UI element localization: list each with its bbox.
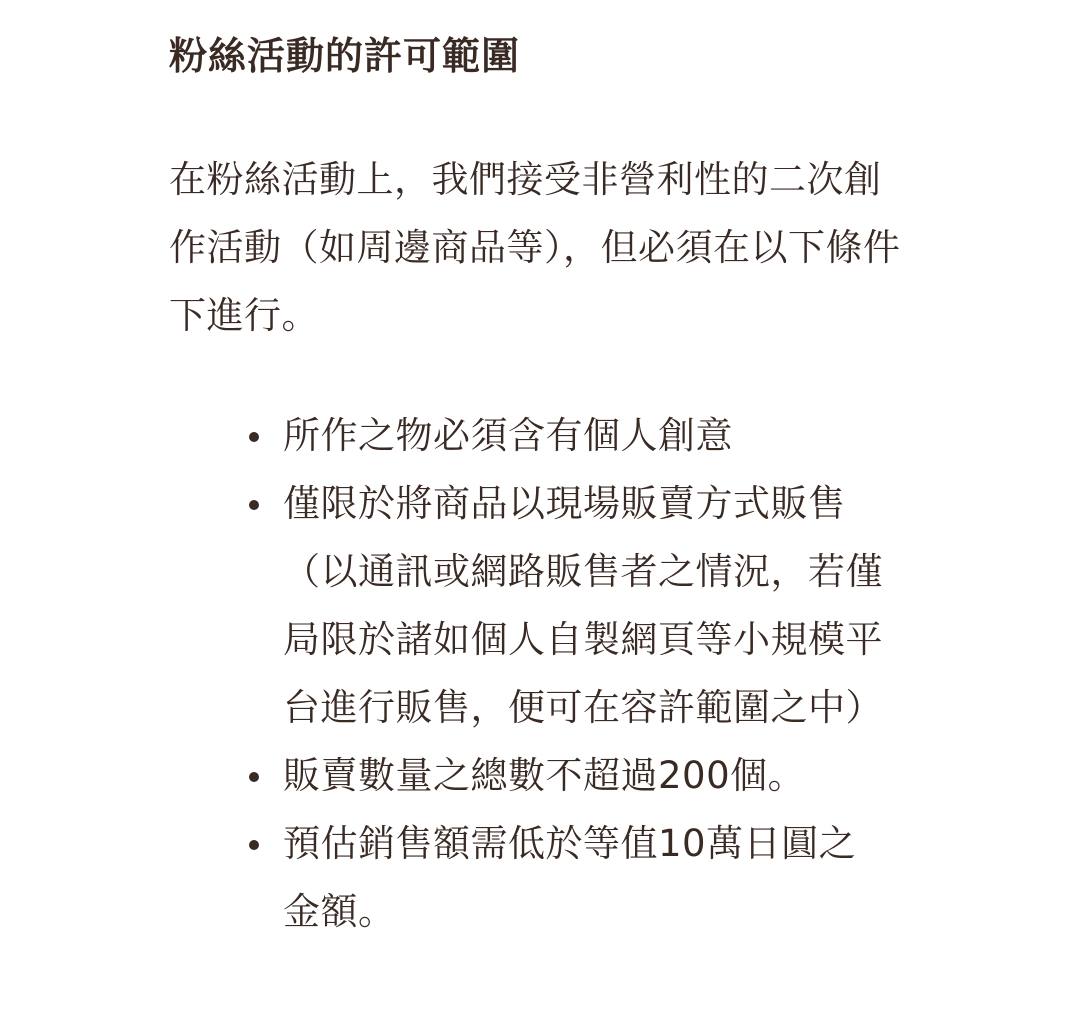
list-item [169, 742, 909, 810]
section-title: 粉絲活動的許可範圍 [169, 34, 521, 78]
list-item-text: 僅限於將商品以現場販賣方式販售（以通訊或網路販售者之情況，若僅局限於諸如個人自製網頁等小規模平台進行販售，便可在容許範圍之中） [283, 482, 883, 729]
conditions-list [169, 402, 909, 946]
list-item-text: 所作之物必須含有個人創意 [283, 414, 733, 457]
list-item [169, 810, 909, 946]
list-item-text: 販賣數量之總數不超過200個。 [283, 754, 806, 797]
bullet-icon [249, 432, 259, 442]
list-item-text: 預估銷售額需低於等值10萬日圓之金額。 [283, 822, 857, 933]
list-item [169, 402, 909, 470]
list-item [169, 470, 909, 742]
bullet-icon [249, 840, 259, 850]
bullet-icon [249, 500, 259, 510]
bullet-icon [249, 772, 259, 782]
intro-paragraph: 在粉絲活動上，我們接受非營利性的二次創作活動（如周邊商品等），但必須在以下條件下進行。 [169, 158, 901, 337]
